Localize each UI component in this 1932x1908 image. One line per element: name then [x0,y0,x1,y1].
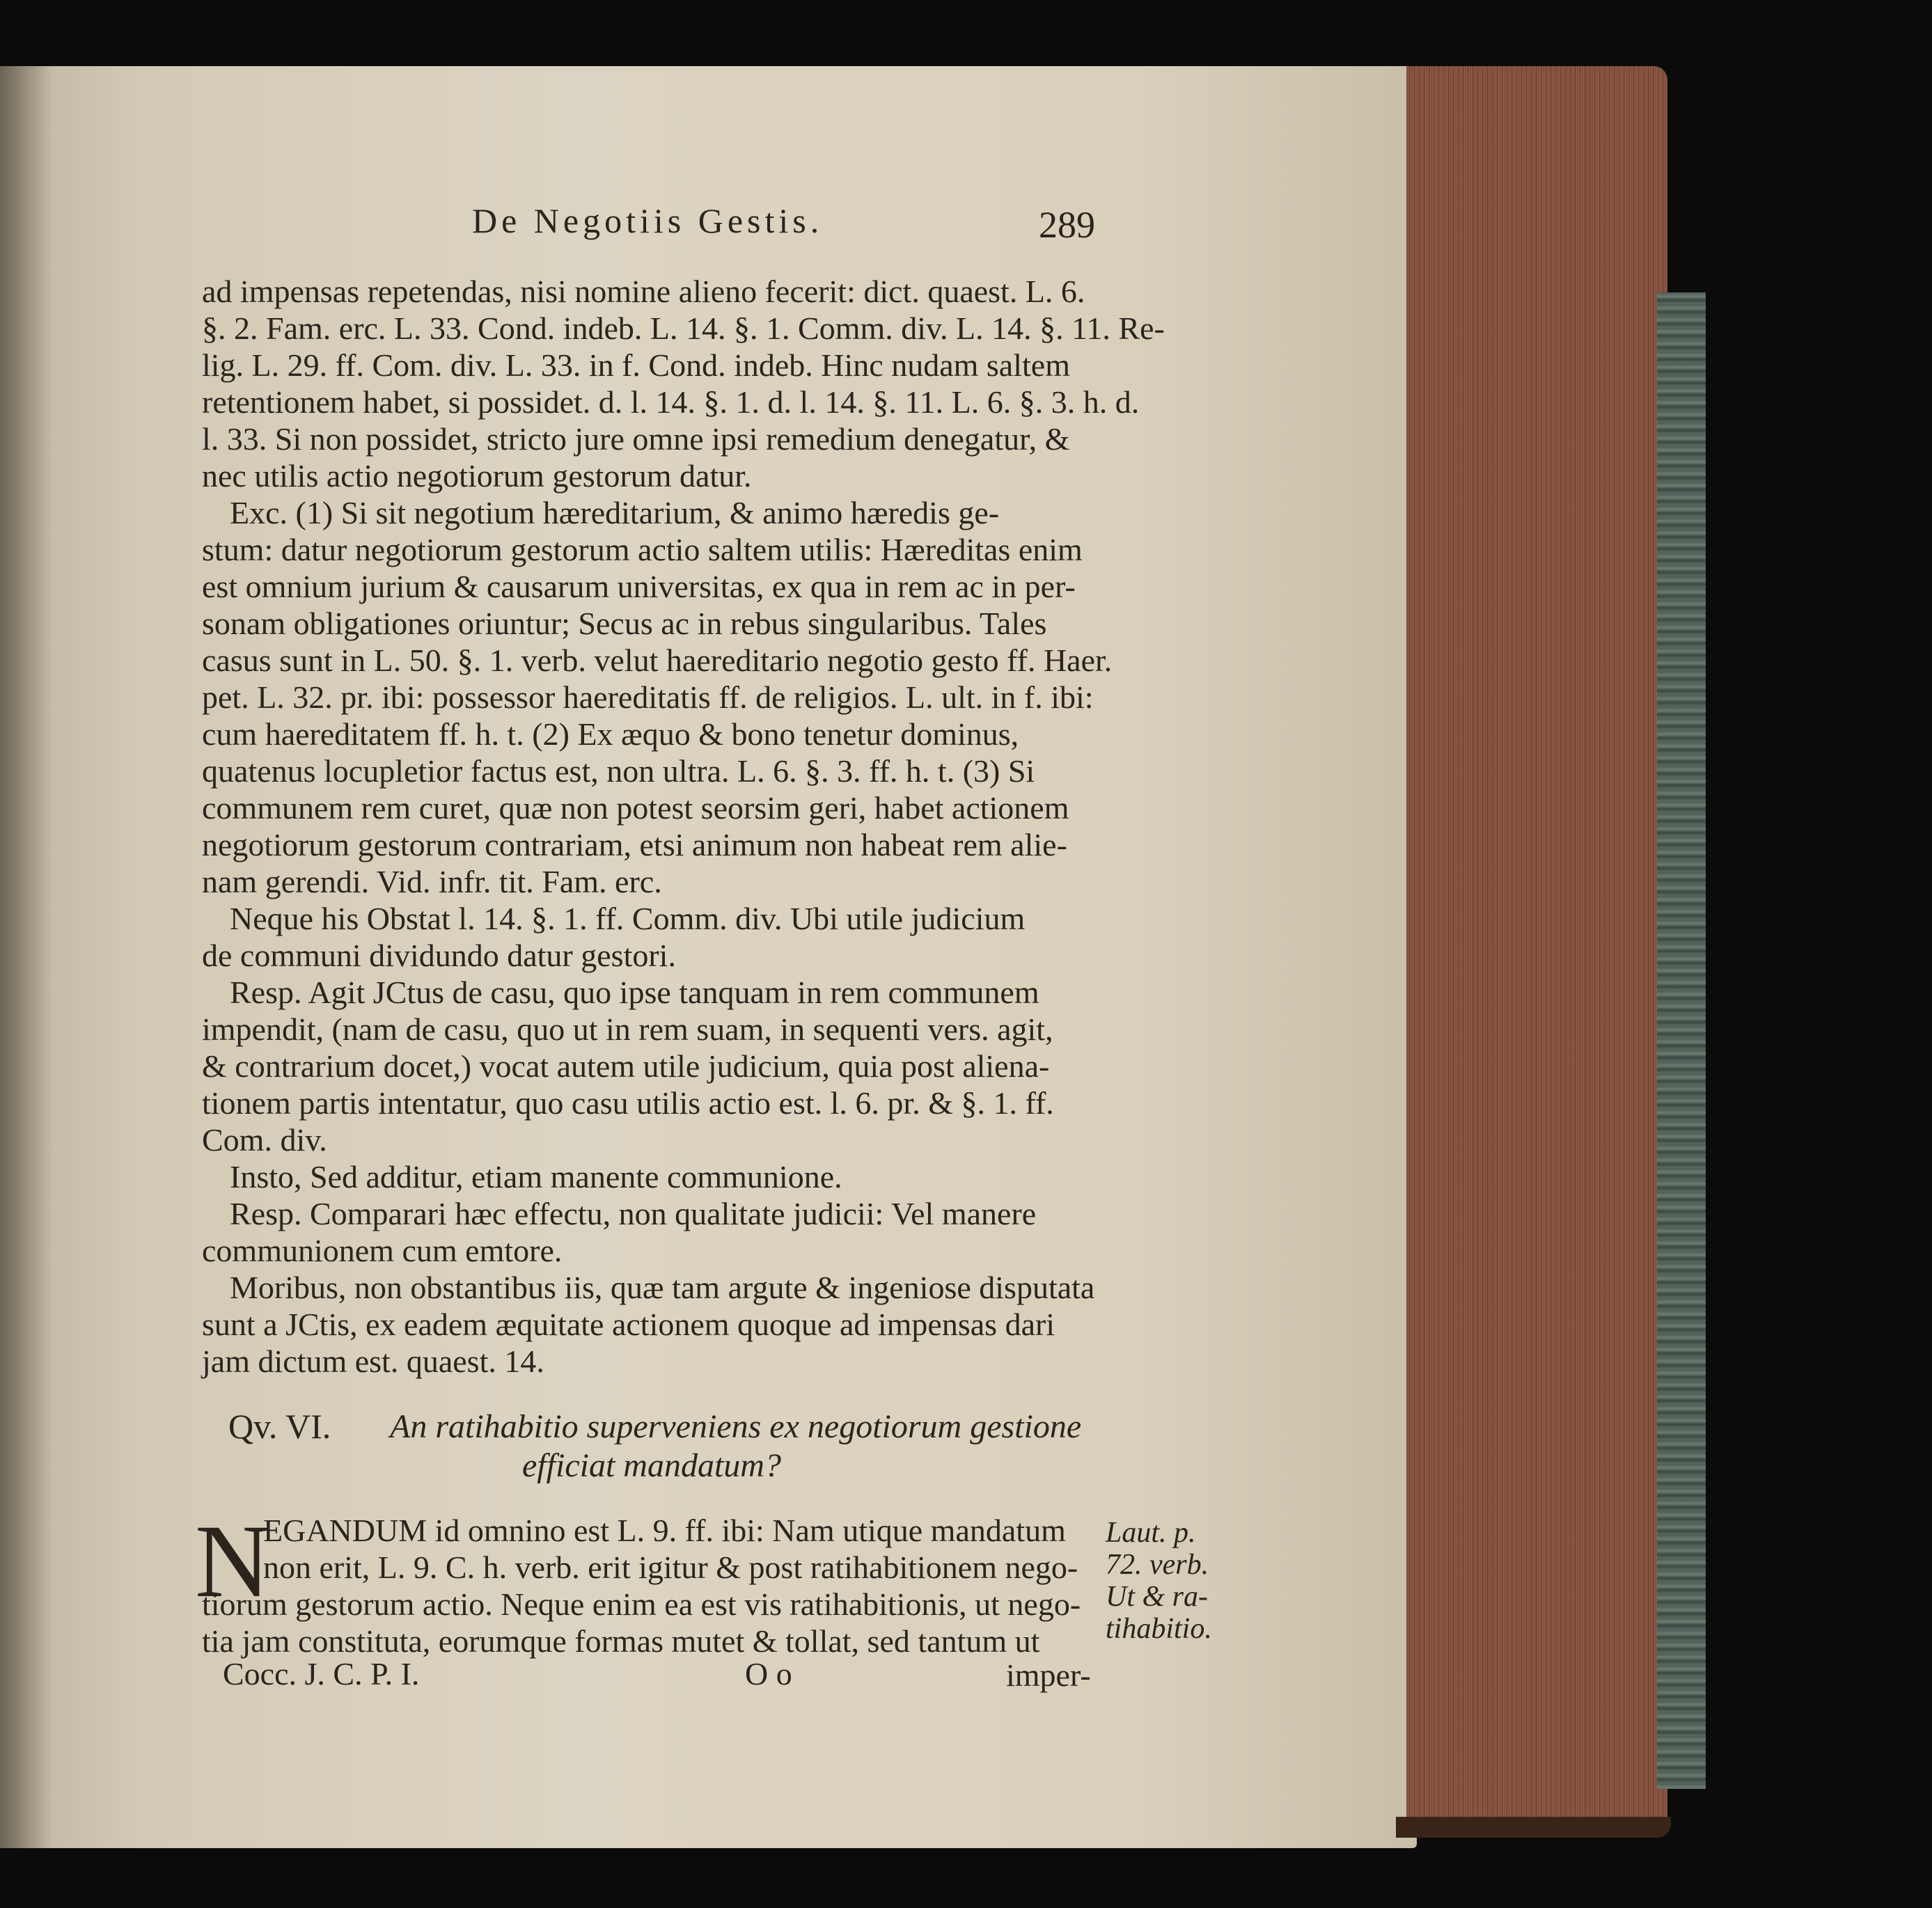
text-line: Com. div. [202,1122,327,1158]
text-line: Moribus, non obstantibus iis, quæ tam argute & ingeniose disputata [230,1270,1095,1305]
text-line: est omnium jurium & causarum universitas, ex qua in rem ac in per- [202,569,1076,604]
page-number: 289 [1039,204,1095,246]
text-line: stum: datur negotiorum gestorum actio saltem utilis: Hæreditas enim [202,532,1083,567]
text-line: ad impensas repetendas, nisi nomine alieno fecerit: dict. quaest. L. 6. [202,274,1085,309]
text-line: §. 2. Fam. erc. L. 33. Cond. indeb. L. 14. §. 1. Comm. div. L. 14. §. 11. Re- [202,310,1165,346]
sidenote-line-4: tihabitio. [1106,1613,1212,1645]
text-line: de communi dividundo datur gestori. [202,938,676,973]
marbled-cover-board [1657,292,1706,1789]
gutter-shadow [0,66,52,1848]
question-title-line-2: efficiat mandatum? [522,1447,781,1484]
page-edges [1406,66,1667,1831]
text-line: quatenus locupletior factus est, non ultra. L. 6. §. 3. ff. h. t. (3) Si [202,753,1035,789]
text-line: nec utilis actio negotiorum gestorum datur. [202,458,752,494]
text-line: Resp. Agit JCtus de casu, quo ipse tanquam in rem communem [230,975,1039,1010]
text-line: EGANDUM id omnino est L. 9. ff. ibi: Nam utique mandatum [263,1513,1066,1548]
text-line: Insto, Sed additur, etiam manente communione. [230,1159,842,1195]
text-line: l. 33. Si non possidet, stricto jure omne ipsi remedium denegatur, & [202,421,1070,457]
catchword: imper- [1006,1657,1091,1693]
signature-mark: Cocc. J. C. P. I. [223,1656,420,1692]
text-line: Neque his Obstat l. 14. §. 1. ff. Comm. div. Ubi utile judicium [230,901,1026,936]
text-line: sunt a JCtis, ex eadem æquitate actionem quoque ad impensas dari [202,1307,1055,1342]
text-line: cum haereditatem ff. h. t. (2) Ex æquo & bono tenetur dominus, [202,716,1019,752]
initial-capital: N [195,1504,271,1619]
text-line: jam dictum est. quaest. 14. [202,1343,544,1379]
text-line: tiorum gestorum actio. Neque enim ea est vis ratihabitionis, ut nego- [202,1586,1081,1622]
text-line: communionem cum emtore. [202,1233,563,1268]
sidenote-line-1: Laut. p. [1106,1517,1196,1549]
text-line: sonam obligationes oriuntur; Secus ac in rebus singularibus. Tales [202,606,1047,641]
text-line: impendit, (nam de casu, quo ut in rem suam, in sequenti vers. agit, [202,1011,1053,1047]
gathering-mark: O o [745,1656,792,1692]
sidenote-line-3: Ut & ra- [1106,1581,1208,1613]
text-line: & contrarium docet,) vocat autem utile judicium, quia post aliena- [202,1048,1050,1084]
running-head: De Negotiis Gestis. [472,201,824,240]
cover-edge [1396,1817,1671,1838]
text-line: non erit, L. 9. C. h. verb. erit igitur & post ratihabitionem nego- [263,1550,1078,1585]
text-line: tia jam constituta, eorumque formas mutet & tollat, sed tantum ut [202,1623,1040,1659]
text-line: tionem partis intentatur, quo casu utilis actio est. l. 6. pr. & §. 1. ff. [202,1085,1054,1121]
sidenote-line-2: 72. verb. [1106,1549,1209,1581]
text-line: Resp. Comparari hæc effectu, non qualitate judicii: Vel manere [230,1196,1037,1231]
text-line: pet. L. 32. pr. ibi: possessor haereditatis ff. de religios. L. ult. in f. ibi: [202,679,1094,715]
question-number: Qv. VI. [228,1407,331,1446]
text-line: Exc. (1) Si sit negotium hæreditarium, & animo hæredis ge- [230,495,1000,530]
question-title-line-1: An ratihabitio superveniens ex negotiorum gestione [390,1408,1082,1445]
text-line: retentionem habet, si possidet. d. l. 14. §. 1. d. l. 14. §. 11. L. 6. §. 3. h. d. [202,384,1140,420]
text-line: communem rem curet, quæ non potest seorsim geri, habet actionem [202,790,1069,826]
text-line: casus sunt in L. 50. §. 1. verb. velut haereditario negotio gesto ff. Haer. [202,642,1113,678]
text-line: negotiorum gestorum contrariam, etsi animum non habeat rem alie- [202,827,1067,862]
text-line: nam gerendi. Vid. infr. tit. Fam. erc. [202,864,662,899]
text-line: lig. L. 29. ff. Com. div. L. 33. in f. Cond. indeb. Hinc nudam saltem [202,347,1070,383]
